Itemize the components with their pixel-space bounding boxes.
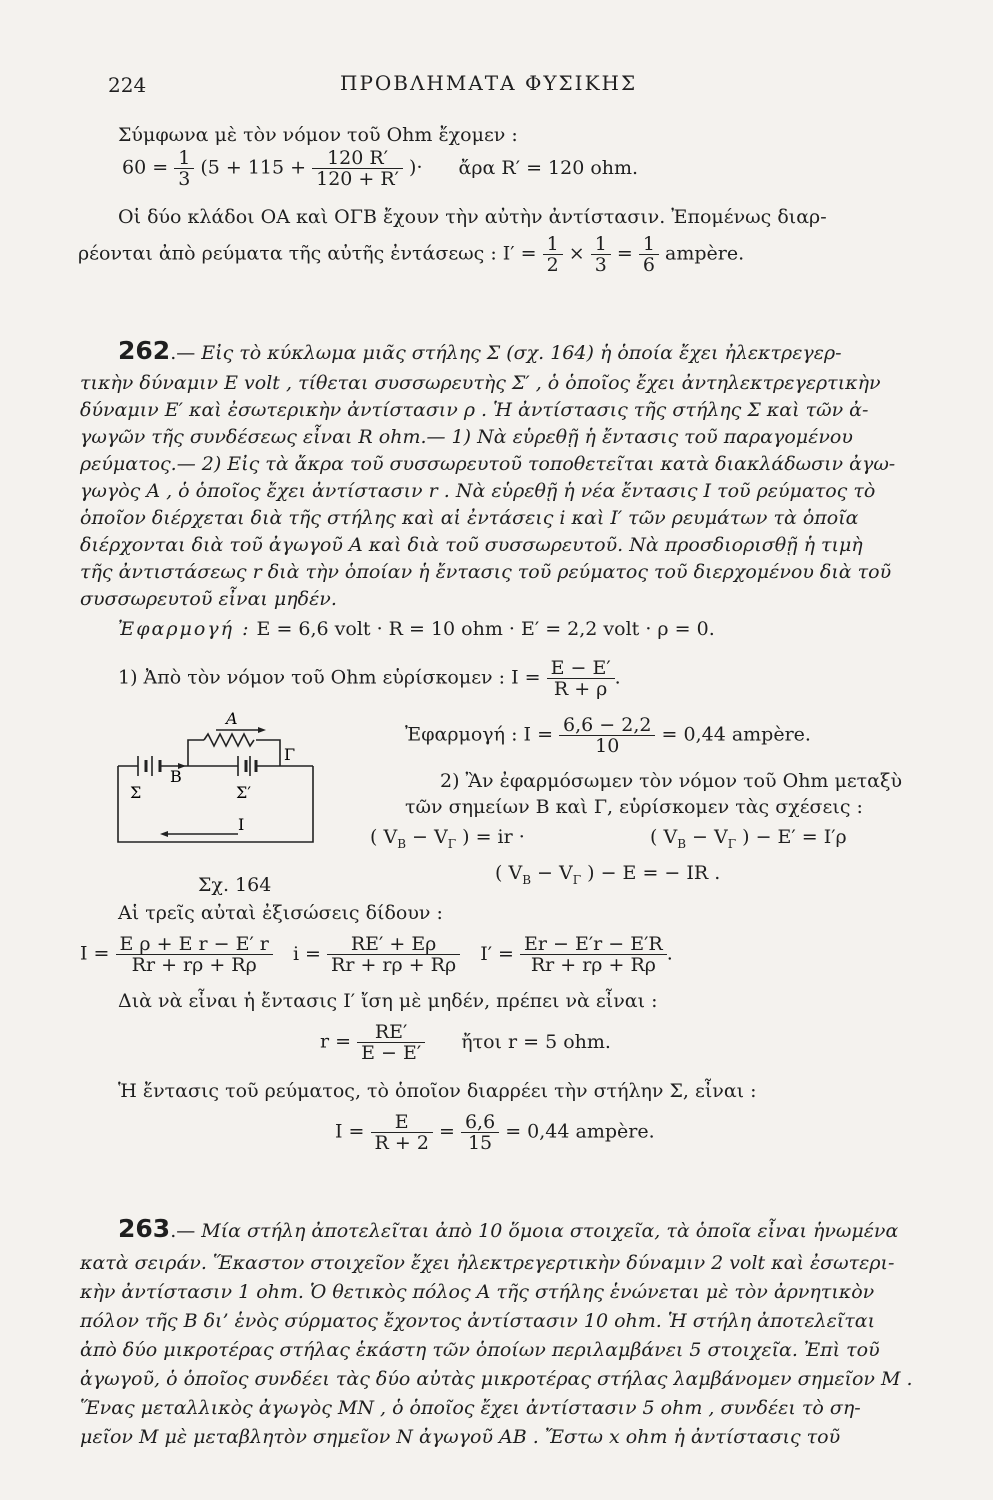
period: . [614, 666, 621, 689]
problem-number-263: 263 [118, 1214, 171, 1243]
period: . [666, 942, 673, 965]
frac-sixth: $\frac{1}{6}$ [639, 234, 659, 275]
p263-line: Μία στήλη ἀποτελεῖται ἀπὸ 10 ὅμοια στοιχεῖα, τὰ ὁποῖα εἶναι ἡνωμένα [201, 1220, 899, 1242]
p262-line: δύναμιν E′ καὶ ἐσωτερικὴν ἀντίστασιν ρ . Ἡ ἀντίστασις τῆς στήλης Σ καὶ τῶν ἀ- [80, 399, 869, 421]
s2-eq1: ( $V_B - V_\Gamma$ ) = ir · [370, 826, 525, 851]
arrow-head-top [258, 727, 266, 733]
final-fraction-2: $\frac{6,6}{15}$ [461, 1112, 499, 1153]
fig-label-B: B [170, 767, 182, 786]
zero-condition: Διὰ νὰ εἶναι ἡ ἔντασις I′ ἴση μὲ μηδέν, πρέπει νὰ εἶναι : [118, 990, 658, 1012]
times-sign: × [568, 242, 585, 265]
eq-result: ἄρα R′ = 120 ohm. [458, 156, 639, 179]
p262-line: Εἰς τὸ κύκλωμα μιᾶς στήλης Σ (σχ. 164) ἡ ὁποία ἔχει ἠλεκτρεγερ- [201, 342, 842, 364]
p262-line: γωγὸς A , ὁ ὁποῖος ἔχει ἀντίστασιν r . Νὰ εὑρεθῇ ἡ νέα ἔντασις I τοῦ ρεύματος τὸ [80, 480, 876, 502]
solution-I-i-Iprime [80, 934, 673, 975]
p263-line: Ἕνας μεταλλικὸς ἀγωγὸς MN , ὁ ὁποῖος ἔχει ἀντίστασιν 5 ohm , συνδέει τὸ ση- [80, 1397, 861, 1419]
p262-line: τῆς ἀντιστάσεως r διὰ τὴν ὁποίαν ἡ ἔντασις τοῦ ρεύματος τοῦ διερχομένου διὰ τοῦ [80, 561, 892, 583]
p261-line3 [78, 234, 744, 275]
arrow-head-bottom [160, 831, 168, 837]
eq-lhs: 60 = [122, 156, 169, 179]
problem-number-262: 262 [118, 336, 171, 365]
s1-app-result: = 0,44 ampère. [661, 723, 811, 746]
dash: .— [170, 342, 196, 364]
p261-intro: Σύμφωνα μὲ τὸν νόμον τοῦ Ohm ἔχομεν : [118, 124, 518, 146]
Iprime-fraction: $\frac{Er - E'r - E'R}{Rr + r\rho + R\rho}$ [520, 934, 667, 975]
application-line [118, 618, 715, 640]
i-fraction: $\frac{RE' + E\rho}{Rr + r\rho + R\rho}$ [327, 934, 460, 975]
fraction-one-third: $\frac{1}{3}$ [174, 148, 194, 189]
r-lhs: r = [320, 1030, 352, 1053]
eq-close: )· [409, 156, 423, 179]
p262-line: διέρχονται διὰ τοῦ ἀγωγοῦ A καὶ διὰ τοῦ συσσωρευτοῦ. Νὰ προσδιορισθῇ ἡ τιμὴ [80, 534, 863, 556]
I-fraction: $\frac{\text{E ρ + E r − E′ r}}{Rr + r\rho + R\rho}$ [116, 934, 273, 975]
p263-line: πόλον τῆς B δι’ ἑνὸς σύρματος ἔχοντος ἀντίστασιν 10 ohm. Ἡ στήλη ἀποτελεῖται [80, 1310, 876, 1332]
p263-line: ἀγωγοῦ, ὁ ὁποῖος συνδέει τὰς δύο αὐτὰς μικροτέρας στήλας λαμβάνομεν σημεῖον M . [80, 1368, 913, 1390]
running-title: ΠΡΟΒΛΗΜΑΤΑ ΦΥΣΙΚΗΣ [340, 71, 638, 95]
application-label: Ἐφαρμογή : [118, 618, 251, 640]
fig-label-Sprime: Σ′ [236, 783, 251, 802]
application-values: E = 6,6 volt · R = 10 ohm · E′ = 2,2 volt · ρ = 0. [256, 618, 715, 640]
fig-label-A: A [226, 709, 238, 728]
s2-eq3: ( $V_B - V_\Gamma$ ) − E = − IR . [495, 862, 721, 887]
p262-line: τικὴν δύναμιν E volt , τίθεται συσσωρευτὴς Σ′ , ὁ ὁποῖος ἔχει ἀντηλεκτρεγερτικὴν [80, 372, 881, 394]
circuit-diagram-fig164 [108, 706, 398, 856]
final-result: = 0,44 ampère. [505, 1120, 655, 1143]
final-equation [335, 1112, 655, 1153]
solution-step-1 [118, 658, 621, 699]
fig-label-G: Γ [284, 745, 296, 764]
r-equation [320, 1022, 611, 1063]
solution-step-1-app [405, 715, 811, 756]
p263-line: μεῖον M μὲ μεταβλητὸν σημεῖον N ἀγωγοῦ AB . Ἔστω x ohm ἡ ἀντίστασις τοῦ [80, 1426, 841, 1448]
p262-first-line [118, 336, 842, 365]
fig-label-S: Σ [130, 783, 142, 802]
eq-mid: (5 + 115 + [200, 156, 307, 179]
s1-text: 1) Ἀπὸ τὸν νόμον τοῦ Ohm εὑρίσκομεν : I = [118, 666, 541, 689]
p263-line: κὴν ἀντίστασιν 1 ohm. Ὁ θετικὸς πόλος A τῆς στήλης ἑνώνεται μὲ τὸν ἀρνητικὸν [80, 1281, 875, 1303]
fraction-r-prime: $\frac{120 R'}{120 + R'}$ [312, 148, 403, 189]
fig-label-I: I [238, 815, 245, 834]
line3-text: ρέονται ἀπὸ ρεύματα τῆς αὐτῆς ἐντάσεως : I′ = [78, 242, 537, 265]
page-number: 224 [108, 73, 147, 97]
three-eq-intro: Αἱ τρεῖς αὐταὶ ἐξισώσεις δίδουν : [118, 902, 443, 924]
i-lhs: i = [292, 942, 321, 965]
p262-line: συσσωρευτοῦ εἶναι μηδέν. [80, 588, 337, 610]
Iprime-lhs: I′ = [480, 942, 514, 965]
p262-line: ὁποῖον διέρχεται διὰ τῆς στήλης καὶ αἱ ἐντάσεις i καὶ I′ τῶν ρευμάτων τὰ ὁποῖα [80, 507, 859, 529]
frac-half: $\frac{1}{2}$ [543, 234, 563, 275]
frac-third: $\frac{1}{3}$ [591, 234, 611, 275]
s2-line2: τῶν σημείων B καὶ Γ, εὑρίσκομεν τὰς σχέσεις : [405, 796, 863, 818]
equals-sign: = [616, 242, 633, 265]
s1-fraction: $\frac{E - E'}{R + \rho}$ [547, 658, 615, 699]
s1-app-fraction: $\frac{6,6 - 2,2}{10}$ [559, 715, 655, 756]
p261-equation [122, 148, 638, 189]
p263-line: ἀπὸ δύο μικροτέρας στήλας ἑκάστη τῶν ὁποίων περιλαμβάνει 5 στοιχεῖα. Ἐπὶ τοῦ [80, 1339, 880, 1361]
p263-line: κατὰ σειράν. Ἕκαστον στοιχεῖον ἔχει ἠλεκτρεγερτικὴν δύναμιν 2 volt καὶ ἐσωτερι- [80, 1252, 895, 1274]
final-fraction-1: $\frac{E}{R + 2}$ [371, 1112, 433, 1153]
I-lhs: I = [80, 942, 110, 965]
p261-line2: Οἱ δύο κλάδοι ΟΑ καὶ ΟΓΒ ἔχουν τὴν αὐτὴν ἀντίστασιν. Ἐπομένως διαρ- [118, 206, 827, 228]
r-result: ἤτοι r = 5 ohm. [461, 1030, 611, 1053]
final-text: Ἡ ἔντασις τοῦ ρεύματος, τὸ ὁποῖον διαρρέει τὴν στήλην Σ, εἶναι : [118, 1080, 757, 1102]
s1-app-label: Ἐφαρμογή : I = [405, 723, 553, 746]
s2-line1: 2) Ἂν ἐφαρμόσωμεν τὸν νόμον τοῦ Ohm μεταξὺ [440, 770, 903, 792]
unit: ampère. [665, 242, 745, 265]
p262-line: γωγῶν τῆς συνδέσεως εἶναι R ohm.— 1) Νὰ εὑρεθῇ ἡ ἔντασις τοῦ παραγομένου [80, 426, 853, 448]
equals-sign: = [438, 1120, 455, 1143]
final-lhs: I = [335, 1120, 365, 1143]
p262-line: ρεύματος.— 2) Εἰς τὰ ἄκρα τοῦ συσσωρευτοῦ τοποθετεῖται κατὰ διακλάδωσιν ἀγω- [80, 453, 896, 475]
p263-first-line [118, 1214, 899, 1243]
figure-caption: Σχ. 164 [198, 874, 272, 896]
dash: .— [170, 1220, 196, 1242]
s2-eq2: ( $V_B - V_\Gamma$ ) − E′ = I′ρ [650, 826, 847, 851]
r-fraction: $\frac{RE'}{E - E'}$ [357, 1022, 425, 1063]
